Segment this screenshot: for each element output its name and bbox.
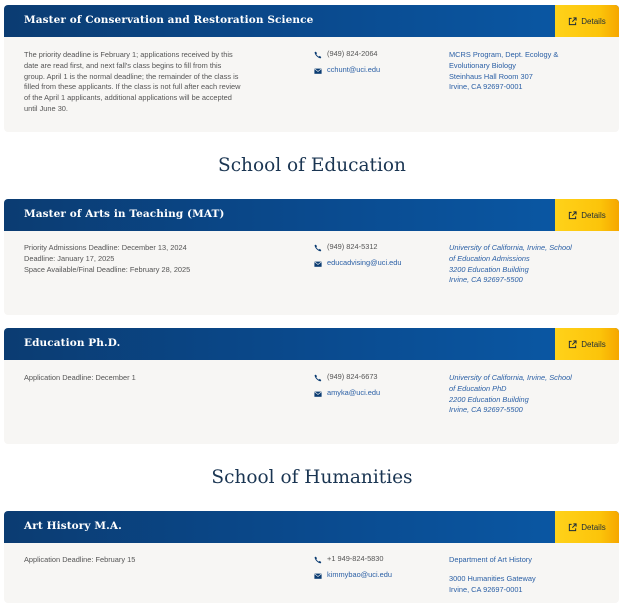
program-card-mcrs [4, 5, 619, 132]
deadline-line: Application Deadline: February 15 [24, 555, 136, 564]
contact-info [314, 372, 444, 404]
address-line: 2200 Education Building [449, 394, 529, 404]
phone-number[interactable]: +1 949-824-5830 [327, 554, 384, 564]
address-line: MCRS Program, Dept. Ecology & [449, 50, 559, 59]
email-row [314, 258, 444, 269]
phone-icon [314, 374, 322, 382]
details-button[interactable] [555, 328, 619, 360]
phone-icon [314, 556, 322, 564]
section-heading-humanities: School of Humanities [211, 467, 413, 488]
deadline-line: group. April 1 is the normal deadline; the remainder of the class is [24, 71, 239, 81]
address [449, 243, 599, 286]
envelope-icon [314, 67, 322, 75]
program-card-header [4, 199, 619, 231]
address-line: University of California, Irvine, School [449, 373, 572, 382]
phone-row [314, 372, 444, 383]
details-button[interactable] [555, 199, 619, 231]
program-title[interactable]: Master of Arts in Teaching (MAT) [24, 208, 225, 220]
address-line: Irvine, CA 92697-5500 [449, 275, 523, 285]
envelope-icon [314, 260, 322, 268]
phone-row [314, 554, 444, 565]
email-link[interactable]: amyka@uci.edu [327, 388, 381, 398]
details-label: Details [581, 522, 606, 532]
email-link[interactable]: educadvising@uci.edu [327, 258, 402, 268]
deadline-info [24, 243, 294, 275]
address [449, 50, 599, 93]
deadline-info [24, 50, 294, 115]
phone-row [314, 49, 444, 60]
details-label: Details [581, 16, 606, 26]
deadline-line: Space Available/Final Deadline: February 28, 2025 [24, 264, 191, 274]
phone-number[interactable]: (949) 824-5312 [327, 242, 378, 252]
email-row [314, 65, 444, 76]
phone-row [314, 242, 444, 253]
address-line: Irvine, CA 92697-0001 [449, 584, 523, 594]
address-line: University of California, Irvine, School [449, 243, 572, 252]
phone-icon [314, 51, 322, 59]
external-link-icon [568, 17, 577, 26]
deadline-info [24, 373, 294, 384]
external-link-icon [568, 340, 577, 349]
deadline-line: Deadline: January 17, 2025 [24, 253, 115, 263]
details-label: Details [581, 210, 606, 220]
program-title[interactable]: Art History M.A. [24, 520, 122, 532]
program-card-header [4, 5, 619, 37]
address-line: Steinhaus Hall Room 307 [449, 71, 533, 81]
email-link[interactable]: kimmybao@uci.edu [327, 570, 393, 580]
deadline-line: of the April 1 applicants, additional applications will be accepted [24, 93, 232, 103]
address-line: Evolutionary Biology [449, 60, 516, 70]
program-card-header [4, 511, 619, 543]
phone-number[interactable]: (949) 824-2064 [327, 49, 378, 59]
deadline-line: The priority deadline is February 1; applications received by this [24, 50, 233, 59]
address-line: Irvine, CA 92697-0001 [449, 82, 523, 92]
contact-info [314, 242, 444, 274]
envelope-icon [314, 572, 322, 580]
program-card-mat [4, 199, 619, 315]
program-card-education-phd [4, 328, 619, 444]
address-line[interactable]: Department of Art History [449, 555, 532, 564]
section-heading-education: School of Education [218, 155, 406, 176]
deadline-line: Application Deadline: December 1 [24, 373, 136, 382]
contact-info [314, 554, 444, 586]
deadline-info [24, 555, 294, 566]
email-link[interactable]: cchunt@uci.edu [327, 65, 381, 75]
address-line: 3200 Education Building [449, 264, 529, 274]
program-title[interactable]: Master of Conservation and Restoration Science [24, 14, 314, 26]
email-row [314, 570, 444, 581]
external-link-icon [568, 523, 577, 532]
envelope-icon [314, 390, 322, 398]
deadline-line: date are read first, and next fall's class begins to fill from this [24, 60, 222, 70]
address-line: of Education PhD [449, 383, 507, 393]
details-label: Details [581, 339, 606, 349]
program-card-header [4, 328, 619, 360]
address-line [449, 566, 599, 574]
address-line: Irvine, CA 92697-5500 [449, 405, 523, 415]
details-button[interactable] [555, 511, 619, 543]
deadline-line: Priority Admissions Deadline: December 13, 2024 [24, 243, 187, 252]
program-title[interactable]: Education Ph.D. [24, 337, 121, 349]
address-line: of Education Admissions [449, 253, 530, 263]
details-button[interactable] [555, 5, 619, 37]
contact-info [314, 49, 444, 81]
address [449, 555, 599, 595]
deadline-line: filled from these applicants. If the class is not full after each review [24, 82, 241, 92]
email-row [314, 388, 444, 399]
phone-icon [314, 244, 322, 252]
address-line: 3000 Humanities Gateway [449, 573, 536, 583]
program-card-art-history [4, 511, 619, 603]
deadline-line: until June 30. [24, 103, 68, 113]
external-link-icon [568, 211, 577, 220]
phone-number[interactable]: (949) 824-6673 [327, 372, 378, 382]
address [449, 373, 599, 416]
